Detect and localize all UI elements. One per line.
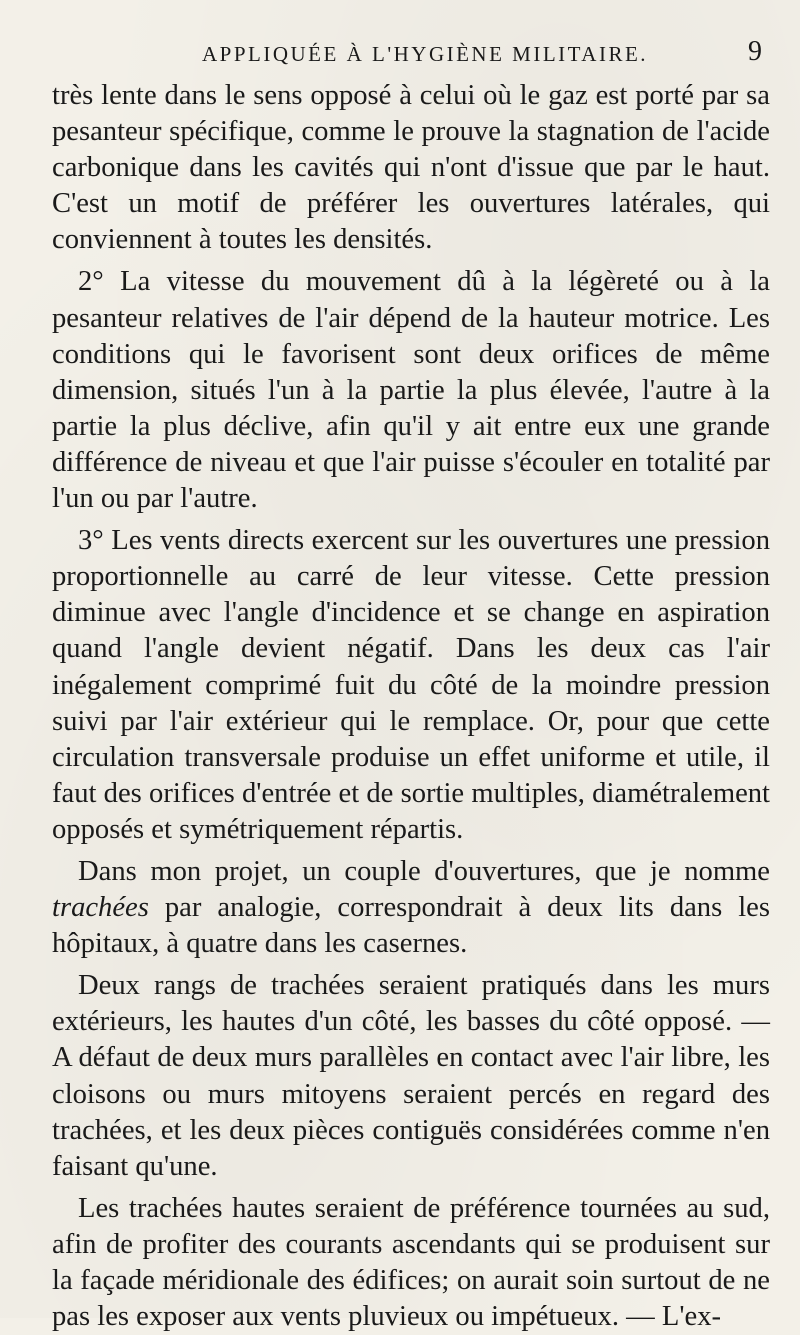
paragraph-trachees-hautes: Les trachées hautes seraient de préférence tournées au sud, afin de profiter des courants ascendants qui se produisent sur la façade méridionale des édifices; on aurait soin surtout de ne pas les exposer aux vents pluvieux ou impétueux. — L'ex- [52, 1192, 770, 1333]
paragraph-trachees-before: Dans mon projet, un couple d'ouvertures, que je nomme [78, 855, 770, 887]
body-text [52, 78, 770, 1335]
paragraph-point-3: 3° Les vents directs exercent sur les ouvertures une pression proportionnelle au carré de leur vitesse. Cette pression diminue avec l'angle d'incidence et se change en aspiration quand l'angle devient négatif. Dans les deux cas l'air inégalement comprimé fuit du côté de la moindre pression suivi par l'air extérieur qui le remplace. Or, pour que cette circulation transversale produise un effet uniforme et utile, il faut des orifices d'entrée et de sortie multiples, diamétralement opposés et symétriquement répartis. [52, 525, 770, 845]
term-trachees: trachées [52, 892, 149, 924]
running-title: APPLIQUÉE À L'HYGIÈNE MILITAIRE. [202, 42, 649, 66]
paragraph-continuation: très lente dans le sens opposé à celui où le gaz est porté par sa pesanteur spécifique, comme le prouve la stagnation de l'acide carbonique dans les cavités qui n'ont d'issue que par le haut. C'est un motif de préférer les ouvertures latérales, qui conviennent à toutes les densités. [52, 80, 770, 256]
page-number: 9 [748, 36, 762, 67]
paragraph-trachees [52, 854, 770, 962]
paragraph-trachees-after: par analogie, correspondrait à deux lits dans les hôpitaux, à quatre dans les casernes. [52, 892, 770, 960]
paragraph-point-2: 2° La vitesse du mouvement dû à la légèreté ou à la pesanteur relatives de l'air dépend de la hauteur motrice. Les conditions qui le favorisent sont deux orifices de même dimension, situés l'un à la partie la plus élevée, l'autre à la partie la plus déclive, afin qu'il y ait entre eux une grande différence de niveau et que l'air puisse s'écouler en totalité par l'un ou par l'autre. [52, 266, 770, 515]
paragraph-deux-rangs: Deux rangs de trachées seraient pratiqués dans les murs extérieurs, les hautes d'un côté, les basses du côté opposé. — A défaut de deux murs parallèles en contact avec l'air libre, les cloisons ou murs mitoyens seraient percés en regard des trachées, et les deux pièces contiguës considérées comme n'en faisant qu'une. [52, 970, 770, 1182]
running-head [52, 34, 770, 78]
